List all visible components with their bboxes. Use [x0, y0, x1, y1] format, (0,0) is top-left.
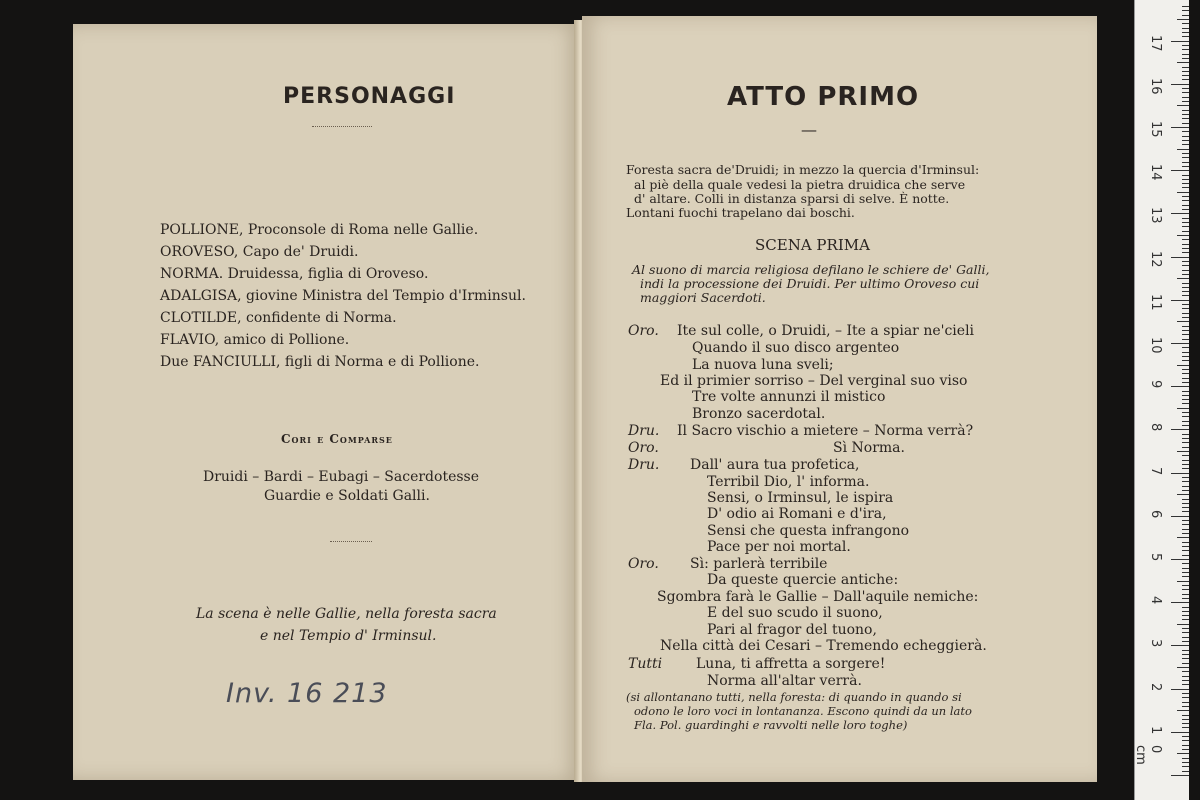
ruler-tick	[1182, 693, 1189, 694]
ruler-tick	[1182, 287, 1189, 288]
ruler-tick	[1182, 676, 1189, 677]
final-direction-line: odono le loro voci in lontananza. Escono quindi da un lato	[634, 704, 972, 718]
ruler-tick	[1182, 650, 1189, 651]
ruler-tick	[1182, 719, 1189, 720]
ruler-tick	[1177, 624, 1189, 625]
ruler-tick	[1182, 766, 1189, 767]
ruler-tick	[1171, 386, 1189, 387]
dialogue-line: Il Sacro vischio a mietere – Norma verrà?	[677, 423, 974, 439]
ruler-tick	[1171, 689, 1189, 690]
ruler-tick	[1182, 555, 1189, 556]
ruler-tick	[1182, 15, 1189, 16]
ruler-tick	[1182, 611, 1189, 612]
ruler-tick	[1182, 663, 1189, 664]
ruler-tick	[1177, 321, 1189, 322]
ruler-tick	[1171, 429, 1189, 430]
ruler-unit-label: 0 cm	[1133, 745, 1163, 765]
ruler-tick	[1182, 179, 1189, 180]
ruler-tick	[1177, 105, 1189, 106]
ruler-tick	[1171, 343, 1189, 344]
scene-description-line: d' altare. Colli in distanza sparsi di selve. È notte.	[634, 191, 950, 206]
dialogue-line: Sensi, o Irminsul, le ispira	[707, 490, 894, 506]
ruler-number: 14	[1148, 164, 1163, 181]
ruler-number: 1	[1148, 725, 1163, 735]
ruler-tick	[1182, 481, 1189, 482]
dialogue-line: D' odio ai Romani e d'ira,	[707, 506, 887, 522]
ruler-tick	[1182, 727, 1189, 728]
ruler-tick	[1182, 740, 1189, 741]
dialogue-line: Sgombra farà le Gallie – Dall'aquile nemiche:	[657, 589, 979, 605]
ruler-tick	[1171, 645, 1189, 646]
ruler-tick	[1182, 67, 1189, 68]
ruler-tick	[1182, 745, 1189, 746]
ruler-tick	[1177, 408, 1189, 409]
ruler-tick	[1182, 49, 1189, 50]
ruler-tick	[1182, 589, 1189, 590]
ruler-tick	[1177, 710, 1189, 711]
dialogue-line: Sensi che questa infrangono	[707, 523, 910, 539]
ruler-tick	[1182, 391, 1189, 392]
atto-primo-title: ATTO PRIMO	[727, 82, 920, 112]
ruler-tick	[1182, 572, 1189, 573]
ruler-tick	[1182, 183, 1189, 184]
left-page	[73, 24, 580, 780]
cori-line: Guardie e Soldati Galli.	[264, 488, 430, 504]
ruler-tick	[1171, 775, 1189, 776]
ruler-tick	[1182, 196, 1189, 197]
ruler-tick	[1182, 615, 1189, 616]
ruler-tick	[1182, 378, 1189, 379]
ruler-tick	[1182, 542, 1189, 543]
ruler-tick	[1182, 36, 1189, 37]
ruler-tick	[1182, 715, 1189, 716]
character-line: CLOTILDE, confidente di Norma.	[160, 310, 397, 326]
ruler-tick	[1177, 537, 1189, 538]
ruler-tick	[1182, 283, 1189, 284]
dialogue-line: E del suo scudo il suono,	[707, 605, 883, 621]
ruler-tick	[1182, 671, 1189, 672]
ruler-tick	[1182, 468, 1189, 469]
ruler-tick	[1171, 127, 1189, 128]
scena-prima-title: SCENA PRIMA	[755, 236, 870, 254]
personaggi-title: PERSONAGGI	[283, 84, 456, 109]
ruler-tick	[1182, 442, 1189, 443]
ruler-tick	[1182, 762, 1189, 763]
title-divider	[312, 126, 372, 127]
ruler-tick	[1182, 352, 1189, 353]
ruler-tick	[1182, 416, 1189, 417]
ruler-tick	[1171, 213, 1189, 214]
ruler-tick	[1182, 486, 1189, 487]
dialogue-line: Quando il suo disco argenteo	[692, 340, 900, 356]
ruler-tick	[1177, 192, 1189, 193]
ruler-tick	[1182, 45, 1189, 46]
ruler-tick	[1182, 97, 1189, 98]
dialogue-line: Ed il primier sorriso – Del verginal suo viso	[660, 373, 968, 389]
ruler-tick	[1182, 438, 1189, 439]
ruler-tick	[1182, 464, 1189, 465]
ruler-tick	[1171, 559, 1189, 560]
ruler-tick	[1182, 684, 1189, 685]
ruler-tick	[1182, 360, 1189, 361]
ruler-tick	[1182, 434, 1189, 435]
ruler-tick	[1182, 447, 1189, 448]
ruler-tick	[1182, 598, 1189, 599]
character-line: Due FANCIULLI, figli di Norma e di Pollione.	[160, 354, 480, 370]
ruler-number: 5	[1148, 553, 1163, 562]
ruler-tick	[1182, 347, 1189, 348]
ruler-tick	[1171, 84, 1189, 85]
ruler-tick	[1182, 131, 1189, 132]
ruler-tick	[1182, 619, 1189, 620]
ruler-number: 17	[1148, 34, 1163, 52]
ruler-tick	[1182, 162, 1189, 163]
ruler-number: 4	[1148, 596, 1163, 605]
ruler-tick	[1182, 304, 1189, 305]
ruler-tick	[1177, 278, 1189, 279]
dialogue-line: Luna, ti affretta a sorgere!	[696, 656, 886, 672]
ruler-tick	[1182, 356, 1189, 357]
ruler-tick	[1182, 58, 1189, 59]
dialogue-line: Ite sul colle, o Druidi, – Ite a spiar ne'cieli	[677, 323, 975, 339]
ruler-tick	[1182, 758, 1189, 759]
ruler-tick	[1182, 295, 1189, 296]
ruler-tick	[1182, 144, 1189, 145]
ruler-tick	[1177, 494, 1189, 495]
ruler-tick	[1177, 62, 1189, 63]
dialogue-line: Sì: parlerà terribile	[690, 556, 828, 572]
ruler-tick	[1182, 369, 1189, 370]
speaker-label: Dru.	[628, 423, 660, 439]
ruler-tick	[1171, 170, 1189, 171]
ruler-number: 2	[1148, 682, 1163, 691]
ruler-tick	[1177, 149, 1189, 150]
ruler-tick	[1182, 550, 1189, 551]
ruler-tick	[1182, 460, 1189, 461]
ruler-tick	[1182, 140, 1189, 141]
ruler-tick	[1182, 71, 1189, 72]
ruler-tick	[1182, 114, 1189, 115]
ruler-tick	[1177, 235, 1189, 236]
ruler-tick	[1182, 157, 1189, 158]
ruler-tick	[1182, 23, 1189, 24]
ruler-tick	[1177, 667, 1189, 668]
ruler-tick	[1182, 395, 1189, 396]
ruler-number: 6	[1148, 509, 1163, 519]
scene-description-line: al piè della quale vedesi la pietra druidica che serve	[634, 177, 966, 192]
ruler-tick	[1182, 382, 1189, 383]
ruler-tick	[1182, 641, 1189, 642]
ruler-tick	[1182, 222, 1189, 223]
scene-description-line: Lontani fuochi trapelano dai boschi.	[626, 205, 855, 220]
ruler-tick	[1182, 218, 1189, 219]
ruler-tick	[1182, 455, 1189, 456]
ruler-tick	[1182, 529, 1189, 530]
ruler-tick	[1182, 334, 1189, 335]
ruler-tick	[1182, 308, 1189, 309]
speaker-label: Dru.	[628, 457, 660, 473]
ruler-number: 11	[1148, 293, 1163, 311]
ruler-tick	[1182, 477, 1189, 478]
dialogue-line: Sì Norma.	[833, 440, 905, 456]
ruler-tick	[1182, 524, 1189, 525]
ruler-number: 7	[1148, 466, 1163, 475]
ruler-tick	[1182, 261, 1189, 262]
character-line: FLAVIO, amico di Pollione.	[160, 332, 350, 348]
scene-description-line: Foresta sacra de'Druidi; in mezzo la quercia d'Irminsul:	[626, 162, 980, 177]
dialogue-line: Da queste quercie antiche:	[707, 572, 899, 588]
ruler-tick	[1171, 257, 1189, 258]
ruler-tick	[1182, 632, 1189, 633]
speaker-label: Tutti	[628, 656, 663, 672]
ruler-tick	[1177, 365, 1189, 366]
ruler-tick	[1182, 10, 1189, 11]
dialogue-line: Pace per noi mortal.	[707, 539, 851, 555]
ruler-tick	[1182, 187, 1189, 188]
ruler-tick	[1182, 200, 1189, 201]
dialogue-line: Terribil Dio, l' informa.	[707, 474, 870, 490]
ruler-tick	[1182, 723, 1189, 724]
ruler-number: 16	[1148, 77, 1163, 95]
ruler-tick	[1182, 503, 1189, 504]
ruler-tick	[1182, 274, 1189, 275]
ruler-tick	[1182, 594, 1189, 595]
ruler-tick	[1182, 499, 1189, 500]
ruler-tick	[1182, 330, 1189, 331]
ruler-tick	[1182, 226, 1189, 227]
ruler-tick	[1177, 581, 1189, 582]
ruler-tick	[1182, 421, 1189, 422]
ruler-tick	[1182, 88, 1189, 89]
ruler-tick	[1182, 101, 1189, 102]
setting-line: La scena è nelle Gallie, nella foresta sacra	[196, 606, 497, 622]
ruler-tick	[1182, 231, 1189, 232]
ruler-tick	[1171, 41, 1189, 42]
ruler-tick	[1182, 313, 1189, 314]
character-line: POLLIONE, Proconsole di Roma nelle Gallie.	[160, 222, 479, 238]
ruler-tick	[1182, 79, 1189, 80]
ruler-tick	[1182, 175, 1189, 176]
ruler-tick	[1171, 473, 1189, 474]
dialogue-line: Nella città dei Cesari – Tremendo echeggierà.	[660, 638, 987, 654]
ruler-number: 8	[1148, 423, 1163, 432]
ruler-tick	[1182, 136, 1189, 137]
ruler-tick	[1182, 576, 1189, 577]
ruler-tick	[1182, 533, 1189, 534]
ruler-tick	[1182, 399, 1189, 400]
ruler-tick	[1182, 244, 1189, 245]
cori-line: Druidi – Bardi – Eubagi – Sacerdotesse	[203, 469, 480, 485]
ruler-tick	[1182, 736, 1189, 737]
ruler-tick	[1182, 75, 1189, 76]
ruler-tick	[1182, 658, 1189, 659]
speaker-label: Oro.	[628, 323, 659, 339]
section-divider	[330, 541, 372, 542]
character-line: NORMA. Druidessa, figlia di Oroveso.	[160, 266, 429, 282]
ruler-tick	[1182, 248, 1189, 249]
ruler-tick	[1182, 6, 1189, 7]
ruler-tick	[1182, 546, 1189, 547]
ruler-tick	[1182, 291, 1189, 292]
ruler-tick	[1182, 270, 1189, 271]
ruler-tick	[1182, 32, 1189, 33]
ruler-tick	[1182, 771, 1189, 772]
ruler-tick	[1182, 54, 1189, 55]
ruler-tick	[1171, 300, 1189, 301]
ruler-tick	[1182, 265, 1189, 266]
ruler-tick	[1182, 412, 1189, 413]
speaker-label: Oro.	[628, 556, 659, 572]
ruler-tick	[1182, 209, 1189, 210]
ruler-number: 3	[1148, 639, 1163, 648]
ruler-tick	[1182, 205, 1189, 206]
cori-heading: Cori e Comparse	[281, 432, 393, 446]
ruler-number: 13	[1148, 207, 1163, 224]
ruler-tick	[1182, 239, 1189, 240]
ruler-tick	[1182, 702, 1189, 703]
stage-direction-line: Al suono di marcia religiosa defilano le schiere de' Galli,	[632, 262, 990, 277]
character-line: ADALGISA, giovine Ministra del Tempio d'Irminsul.	[160, 288, 526, 304]
ruler-number: 10	[1148, 337, 1163, 354]
ruler-tick	[1182, 317, 1189, 318]
ruler-tick	[1182, 326, 1189, 327]
ruler-tick	[1182, 749, 1189, 750]
setting-line: e nel Tempio d' Irminsul.	[260, 628, 437, 644]
ruler-tick	[1182, 607, 1189, 608]
ruler-tick	[1182, 507, 1189, 508]
ruler-tick	[1177, 451, 1189, 452]
dialogue-line: La nuova luna sveli;	[692, 357, 834, 373]
ruler-tick	[1182, 92, 1189, 93]
ruler-tick	[1182, 118, 1189, 119]
stage-direction-line: indi la processione dei Druidi. Per ultimo Oroveso cui	[640, 276, 980, 291]
ruler-tick	[1177, 753, 1189, 754]
ruler-tick	[1171, 602, 1189, 603]
ruler-tick	[1182, 252, 1189, 253]
ruler-tick	[1182, 697, 1189, 698]
speaker-label: Oro.	[628, 440, 659, 456]
ruler-tick	[1177, 19, 1189, 20]
measuring-ruler	[1134, 0, 1189, 800]
ruler-tick	[1182, 654, 1189, 655]
ruler-tick	[1182, 568, 1189, 569]
ruler-tick	[1182, 511, 1189, 512]
ruler-tick	[1182, 28, 1189, 29]
ruler-tick	[1182, 123, 1189, 124]
ruler-tick	[1182, 706, 1189, 707]
ruler-tick	[1182, 373, 1189, 374]
ruler-tick	[1182, 628, 1189, 629]
dialogue-line: Bronzo sacerdotal.	[692, 406, 826, 422]
ruler-number: 9	[1148, 380, 1163, 389]
handwritten-inventory-number: Inv. 16 213	[226, 678, 388, 709]
character-line: OROVESO, Capo de' Druidi.	[160, 244, 359, 260]
ruler-tick	[1182, 339, 1189, 340]
ruler-tick	[1182, 153, 1189, 154]
ruler-tick	[1182, 563, 1189, 564]
final-direction-line: Fla. Pol. guardinghi e ravvolti nelle loro toghe)	[634, 718, 908, 732]
dialogue-line: Pari al fragor del tuono,	[707, 622, 877, 638]
ruler-number: 15	[1148, 121, 1163, 138]
ruler-tick	[1182, 403, 1189, 404]
ruler-tick	[1182, 585, 1189, 586]
final-direction-line: (si allontanano tutti, nella foresta: di quando in quando si	[626, 690, 962, 704]
title-dash: —	[801, 120, 817, 139]
dialogue-line: Tre volte annunzi il mistico	[692, 389, 886, 405]
dialogue-line: Norma all'altar verrà.	[707, 673, 862, 689]
ruler-tick	[1182, 425, 1189, 426]
ruler-tick	[1182, 680, 1189, 681]
stage-direction-line: maggiori Sacerdoti.	[640, 290, 766, 305]
ruler-tick	[1171, 732, 1189, 733]
ruler-number: 12	[1148, 250, 1163, 268]
dialogue-line: Dall' aura tua profetica,	[690, 457, 860, 473]
ruler-tick	[1182, 637, 1189, 638]
ruler-tick	[1182, 166, 1189, 167]
ruler-tick	[1182, 520, 1189, 521]
ruler-tick	[1171, 516, 1189, 517]
ruler-tick	[1182, 490, 1189, 491]
ruler-tick	[1182, 110, 1189, 111]
